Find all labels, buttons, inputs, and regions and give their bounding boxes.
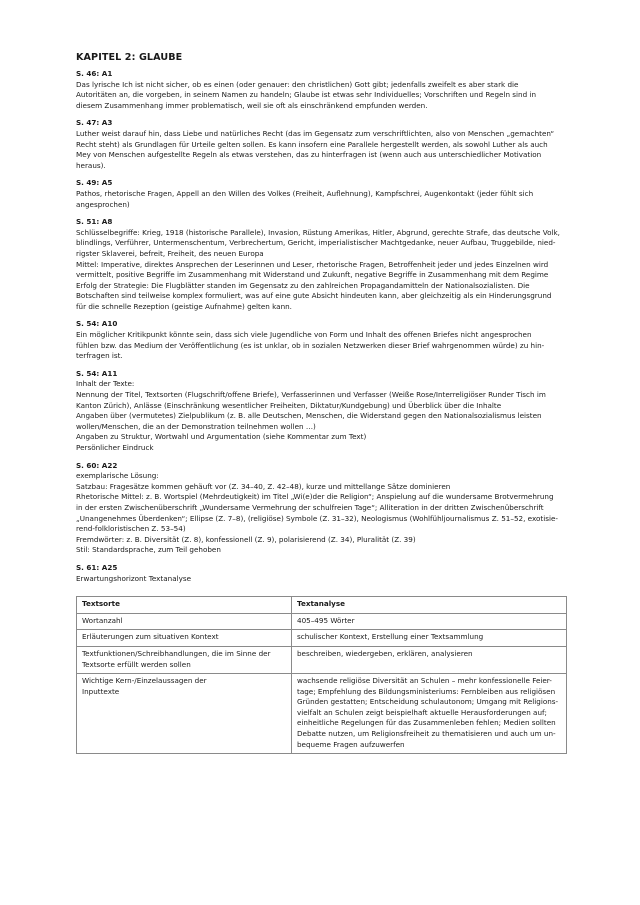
section-s60-a22 [76, 461, 572, 556]
text-line: Rhetorische Mittel: z. B. Wortspiel (Mehrdeutigkeit) im Titel „Wi(e)der die Religion“; Anspielung auf die wundersame Brotvermehrung [76, 492, 554, 502]
chapter-title: KAPITEL 2: GLAUBE [76, 52, 183, 63]
table-header-row [77, 597, 567, 614]
section-heading: S. 54: A11 [76, 368, 118, 378]
text-line: Fremdwörter: z. B. Diversität (Z. 8), konfessionell (Z. 9), polarisierend (Z. 34), Pluralität (Z. 39) [76, 534, 416, 544]
text-line: Angaben zu Struktur, Wortwahl und Argumentation (siehe Kommentar zum Text) [76, 432, 367, 442]
text-line: Pathos, rhetorische Fragen, Appell an den Willen des Volkes (Freiheit, Auflehnung), Kampfschrei, Augenkontakt (jeder fühlt sich [76, 188, 534, 198]
text-line: Stil: Standardsprache, zum Teil gehoben [76, 545, 221, 555]
table-cell [77, 674, 292, 754]
text-line: für die schnelle Rezeption (geistige Aufnahme) gelten kann. [76, 301, 292, 311]
answer-sections [76, 69, 572, 584]
text-line: wollen/Menschen, die an der Demonstration teilnehmen wollen …) [76, 421, 316, 431]
text-line: Ein möglicher Kritikpunkt könnte sein, dass sich viele Jugendliche von Form und Inhalt des offenen Briefes nicht angesprochen [76, 330, 532, 340]
table-row [77, 646, 567, 673]
section-heading: S. 54: A10 [76, 319, 118, 329]
cell-text: beschreiben, wiedergeben, erklären, analysieren [297, 648, 473, 658]
table-cell [77, 646, 292, 673]
cell-text: bequeme Fragen aufzuwerfen [297, 739, 405, 749]
section-heading: S. 49: A5 [76, 178, 113, 188]
text-line: exemplarische Lösung: [76, 471, 159, 481]
cell-text: 405–495 Wörter [297, 615, 355, 625]
section-heading: S. 60: A22 [76, 460, 118, 470]
text-line: diesem Zusammenhang immer problematisch, weil sie oft als einschränkend empfunden werden. [76, 100, 428, 110]
text-line: Persönlicher Eindruck [76, 443, 154, 452]
text-line: Botschaften sind teilweise komplex formuliert, was auf eine gute Absicht hindeuten kann, aber gleichzeitig als ein Hinderungsgrund [76, 291, 552, 301]
cell-text: Textfunktionen/Schreibhandlungen, die im Sinne der [82, 648, 271, 658]
text-line: rigster Sklaverei, befreit, Freiheit, des neuen Europa [76, 248, 264, 258]
cell-text: Gründen gestatten; Entscheidung schulautonom; Umgang mit Religions- [297, 697, 559, 707]
table-cell [77, 613, 292, 630]
cell-text: vielfalt an Schulen zeigt beispielhaft aktuelle Herausforderungen auf; [297, 707, 547, 717]
text-line: vermittelt, positive Begriffe im Zusammenhang mit Widerstand und Zukunft, negative Begriffe in Zusammenhang mit dem Regime [76, 270, 549, 280]
table-row [77, 613, 567, 630]
text-line: Satzbau: Fragesätze kommen gehäuft vor (Z. 34–40, Z. 42–48), kurze und mittellange Sätze dominieren [76, 481, 451, 491]
section-heading: S. 46: A1 [76, 69, 113, 78]
cell-text: einheitliche Regelungen für das Zusammenleben fehlen; Medien sollten [297, 718, 556, 728]
section-s49-a5 [76, 178, 572, 210]
table-cell [292, 613, 567, 630]
text-line: fühlen bzw. das Medium der Veröffentlichung (es ist unklar, ob in sozialen Netzwerken dieser Brief wahrgenommen würde) zu hin- [76, 340, 545, 350]
section-heading: S. 51: A8 [76, 217, 113, 227]
cell-text: Wortanzahl [82, 615, 123, 625]
table-header-cell: Textsorte [77, 597, 292, 614]
text-line: Autoritäten an, die vorgeben, in seinem Namen zu handeln; Glaube ist etwas sehr Individuelles; Vorschriften und Regeln sind in [76, 90, 537, 100]
section-heading: S. 61: A25 [76, 562, 118, 572]
document-page [76, 52, 572, 754]
cell-text: wachsende religiöse Diversität an Schulen – mehr konfessionelle Feier- [297, 676, 552, 686]
table-cell [292, 674, 567, 754]
text-line: Inhalt der Texte: [76, 379, 135, 389]
table-cell [292, 646, 567, 673]
text-line: heraus). [76, 160, 106, 170]
text-line: rend-folkloristischen Z. 53–54) [76, 524, 186, 534]
text-line: Angaben über (vermutetes) Zielpublikum (z. B. alle Deutschen, Menschen, die Widerstand gegen den Nationalsozialismus leisten [76, 411, 542, 421]
table-row [77, 674, 567, 754]
text-line: Kanton Zürich), Anlässe (Einschränkung wesentlicher Freiheiten, Diktatur/Kundgebung) und Überblick über die Inhalte [76, 400, 502, 410]
table-cell [292, 630, 567, 647]
cell-text: Erläuterungen zum situativen Kontext [82, 632, 219, 642]
text-line: Erwartungshorizont Textanalyse [76, 573, 192, 583]
text-line: Erfolg der Strategie: Die Flugblätter standen im Gegensatz zu den zahlreichen Propagandamitteln der Nationalsozialisten. Die [76, 280, 530, 290]
section-s54-a10 [76, 319, 572, 361]
section-s54-a11 [76, 369, 572, 454]
table-header-cell: Textanalyse [292, 597, 567, 614]
text-line: Recht steht) als Grundlagen für Urteile gelten sollen. Es kann insofern eine Parallele hergestellt werden, als sowohl Luther als auch [76, 139, 548, 149]
table-cell [77, 630, 292, 647]
text-line: Nennung der Titel, Textsorten (Flugschrift/offene Briefe), Verfasserinnen und Verfasser (Weiße Rose/Interreligiöser Runder Tisch im [76, 390, 546, 400]
text-line: Das lyrische Ich ist nicht sicher, ob es einen (oder genauer: den christlichen) Gott gibt; jedenfalls zweifelt es aber stark die [76, 79, 519, 89]
text-line: Mittel: Imperative, direktes Ansprechen der Leserinnen und Leser, rhetorische Fragen, Betroffenheit jeder und jedes Einzelnen wird [76, 259, 549, 269]
cell-text: Debatte nutzen, um Religionsfreiheit zu thematisieren und auch um un- [297, 729, 556, 739]
cell-text: tage; Empfehlung des Bildungsministeriums: Fernbleiben aus religiösen [297, 686, 556, 696]
section-s61-a25 [76, 563, 572, 584]
section-heading: S. 47: A3 [76, 118, 113, 128]
text-line: Schlüsselbegriffe: Krieg, 1918 (historische Parallele), Invasion, Rüstung Amerikas, Hitler, Abgrund, gerechte Strafe, das deutsche Volk, [76, 227, 560, 237]
text-line: terfragen ist. [76, 351, 123, 361]
cell-text: schulischer Kontext, Erstellung einer Textsammlung [297, 632, 484, 642]
text-line: „Unangenehmes Überdenken“; Ellipse (Z. 7–8), (religiöse) Symbole (Z. 31–32), Neologismus (Wohlfühljournalismus Z. 51–52, exotisie- [76, 513, 558, 523]
cell-text: Textsorte erfüllt werden sollen [82, 659, 191, 669]
section-s47-a3 [76, 118, 572, 171]
cell-text: Wichtige Kern-/Einzelaussagen der [82, 676, 207, 686]
text-line: blindlings, Verführer, Untermenschentum, Verbrechertum, Gericht, imperialistischer Machtgedanke, neuer Aufbau, Truggebilde, nied- [76, 238, 556, 248]
table-row [77, 630, 567, 647]
text-line: Luther weist darauf hin, dass Liebe und natürliches Recht (das im Gegensatz zum verschriftlichten, also von Menschen „gemachten“ [76, 128, 555, 138]
analysis-table [76, 596, 567, 754]
section-s46-a1 [76, 69, 572, 111]
text-line: in der ersten Zwischenüberschrift „Wundersame Vermehrung der schulfreien Tage“; Alliteration in der dritten Zwischenüberschrift [76, 502, 544, 512]
text-line: Mey von Menschen aufgestellte Regeln als etwas verstehen, das zu hinterfragen ist (wenn auch aus unterschiedlicher Motivation [76, 150, 542, 160]
text-line: angesprochen) [76, 199, 130, 209]
section-s51-a8 [76, 217, 572, 312]
cell-text: Inputtexte [82, 686, 120, 696]
